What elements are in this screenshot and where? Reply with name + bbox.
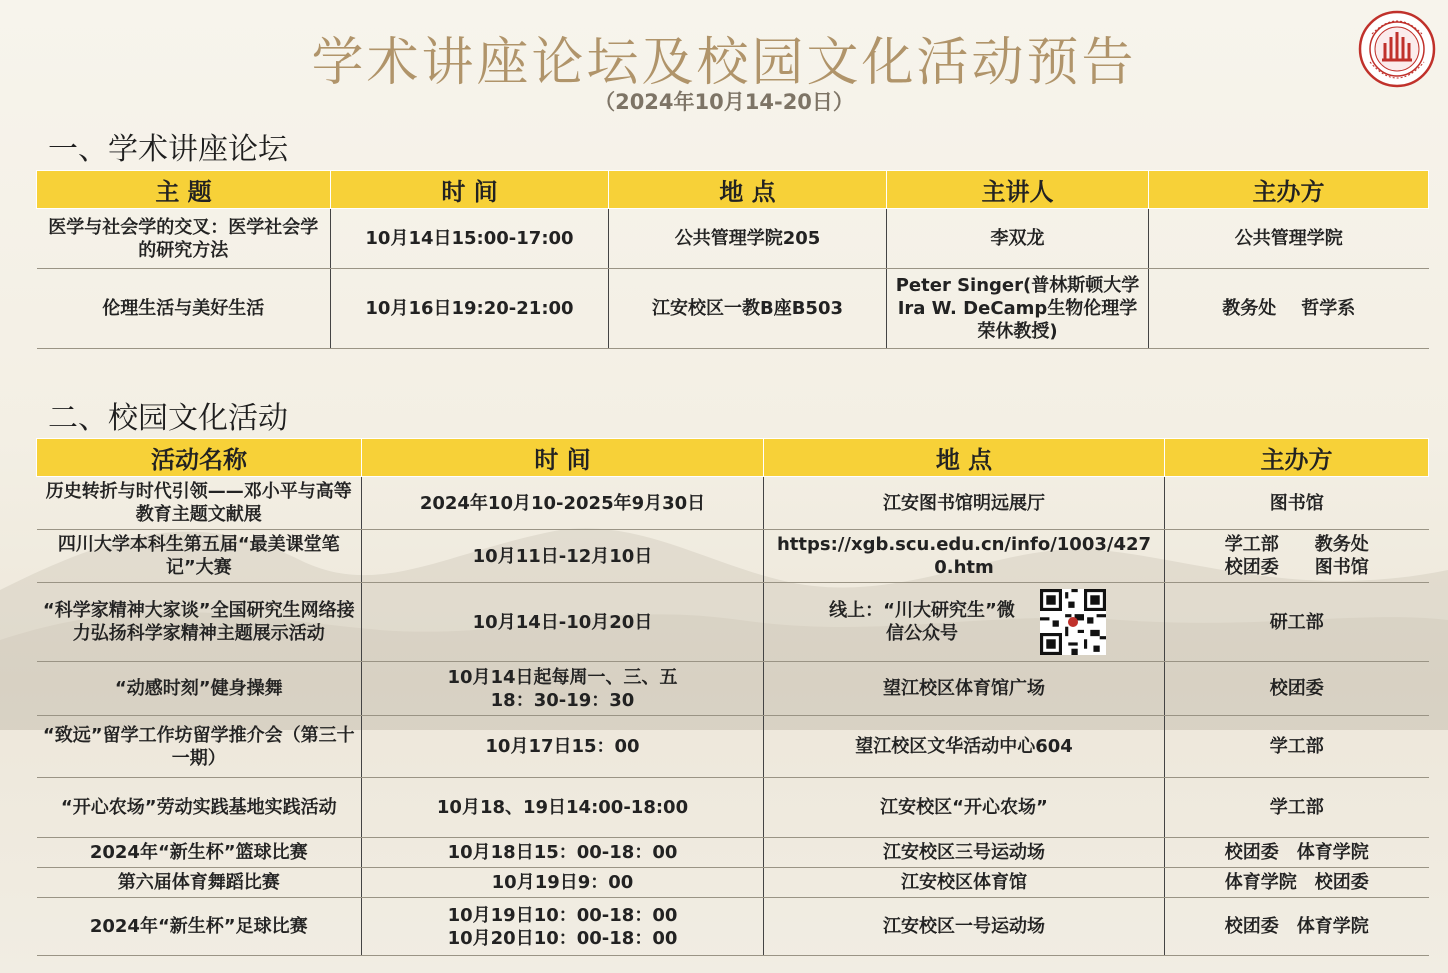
activity-place: 望江校区文华活动中心604: [764, 716, 1165, 778]
lecture-host: 公共管理学院: [1149, 209, 1429, 269]
activity-place-text: 线上：“川大研究生”微信公众号: [829, 600, 1015, 644]
activity-place: [764, 583, 1165, 662]
activity-time: 10月17日15：00: [362, 716, 764, 778]
lecture-speaker: Peter Singer(普林斯顿大学Ira W. DeCamp生物伦理学荣休教授): [887, 269, 1149, 349]
activity-host: 学工部: [1165, 716, 1429, 778]
activity-time: [362, 662, 764, 716]
activity-host: 校团委 体育学院: [1165, 898, 1429, 956]
activity-host: 校团委 体育学院: [1165, 838, 1429, 868]
section-lectures-heading: 一、学术讲座论坛: [48, 132, 288, 167]
activity-name: “科学家精神大家谈”全国研究生网络接力弘扬科学家精神主题展示活动: [37, 583, 362, 662]
table-row: [37, 269, 1429, 349]
col-place: 地 点: [609, 171, 887, 209]
university-seal-icon: [1358, 10, 1436, 88]
time-line: 10月20日10：00-18：00: [447, 927, 678, 949]
activity-host: 图书馆: [1165, 477, 1429, 530]
lectures-table: [36, 170, 1429, 349]
activity-name: 四川大学本科生第五届“最美课堂笔记”大赛: [37, 530, 362, 583]
lecture-topic: 医学与社会学的交叉：医学社会学的研究方法: [37, 209, 331, 269]
table-header-row: [37, 439, 1429, 477]
activity-time: 2024年10月10-2025年9月30日: [362, 477, 764, 530]
col-topic: 主 题: [37, 171, 331, 209]
activity-name: “开心农场”劳动实践基地实践活动: [37, 778, 362, 838]
activity-time: 10月18、19日14:00-18:00: [362, 778, 764, 838]
activity-name: 历史转折与时代引领——邓小平与高等教育主题文献展: [37, 477, 362, 530]
activity-host: 体育学院 校团委: [1165, 868, 1429, 898]
activity-name: “致远”留学工作坊留学推介会（第三十一期）: [37, 716, 362, 778]
col-speaker: 主讲人: [887, 171, 1149, 209]
time-line: 18：30-19：30: [490, 689, 635, 711]
date-range: （2024年10月14-20日）: [594, 90, 854, 114]
activities-table: [36, 438, 1429, 956]
table-row: [37, 838, 1429, 868]
activity-name: “动感时刻”健身操舞: [37, 662, 362, 716]
lecture-place: 公共管理学院205: [609, 209, 887, 269]
activity-time: 10月14日-10月20日: [362, 583, 764, 662]
lecture-speaker: 李双龙: [887, 209, 1149, 269]
col-host: 主办方: [1149, 171, 1429, 209]
activity-time: [362, 898, 764, 956]
table-header-row: [37, 171, 1429, 209]
activity-host: 研工部: [1165, 583, 1429, 662]
table-row: [37, 583, 1429, 662]
lecture-time: 10月16日19:20-21:00: [331, 269, 609, 349]
host-line: 校团委 图书馆: [1224, 557, 1369, 578]
col-time: 时 间: [362, 439, 764, 477]
activity-name: 2024年“新生杯”篮球比赛: [37, 838, 362, 868]
activity-place: 江安校区三号运动场: [764, 838, 1165, 868]
page-title: 学术讲座论坛及校园文化活动预告: [311, 33, 1137, 93]
activity-time: 10月18日15：00-18：00: [362, 838, 764, 868]
activity-place: 江安校区“开心农场”: [764, 778, 1165, 838]
col-place: 地 点: [764, 439, 1165, 477]
activity-link[interactable]: https://xgb.scu.edu.cn/info/1003/4270.htm: [764, 530, 1165, 583]
activity-host: 学工部: [1165, 778, 1429, 838]
qr-code-icon[interactable]: [1040, 589, 1106, 655]
lecture-place: 江安校区一教B座B503: [609, 269, 887, 349]
time-line: 10月19日10：00-18：00: [447, 904, 678, 926]
lecture-host: 教务处 哲学系: [1149, 269, 1429, 349]
table-row: [37, 530, 1429, 583]
activity-host: 校团委: [1165, 662, 1429, 716]
table-row: [37, 662, 1429, 716]
activity-place: 江安校区体育馆: [764, 868, 1165, 898]
col-activity-name: 活动名称: [37, 439, 362, 477]
table-row: [37, 209, 1429, 269]
col-time: 时 间: [331, 171, 609, 209]
activity-place: 望江校区体育馆广场: [764, 662, 1165, 716]
time-line: 10月14日起每周一、三、五: [447, 666, 678, 688]
activity-name: 2024年“新生杯”足球比赛: [37, 898, 362, 956]
section-activities-heading: 二、校园文化活动: [48, 401, 288, 436]
table-row: [37, 716, 1429, 778]
activity-host: [1165, 530, 1429, 583]
table-row: [37, 898, 1429, 956]
activity-place: 江安图书馆明远展厅: [764, 477, 1165, 530]
host-line: 学工部 教务处: [1224, 534, 1369, 555]
table-row: [37, 477, 1429, 530]
activity-place: 江安校区一号运动场: [764, 898, 1165, 956]
activity-time: 10月11日-12月10日: [362, 530, 764, 583]
lecture-topic: 伦理生活与美好生活: [37, 269, 331, 349]
activity-name: 第六届体育舞蹈比赛: [37, 868, 362, 898]
activity-time: 10月19日9：00: [362, 868, 764, 898]
col-host: 主办方: [1165, 439, 1429, 477]
table-row: [37, 778, 1429, 838]
lecture-time: 10月14日15:00-17:00: [331, 209, 609, 269]
table-row: [37, 868, 1429, 898]
